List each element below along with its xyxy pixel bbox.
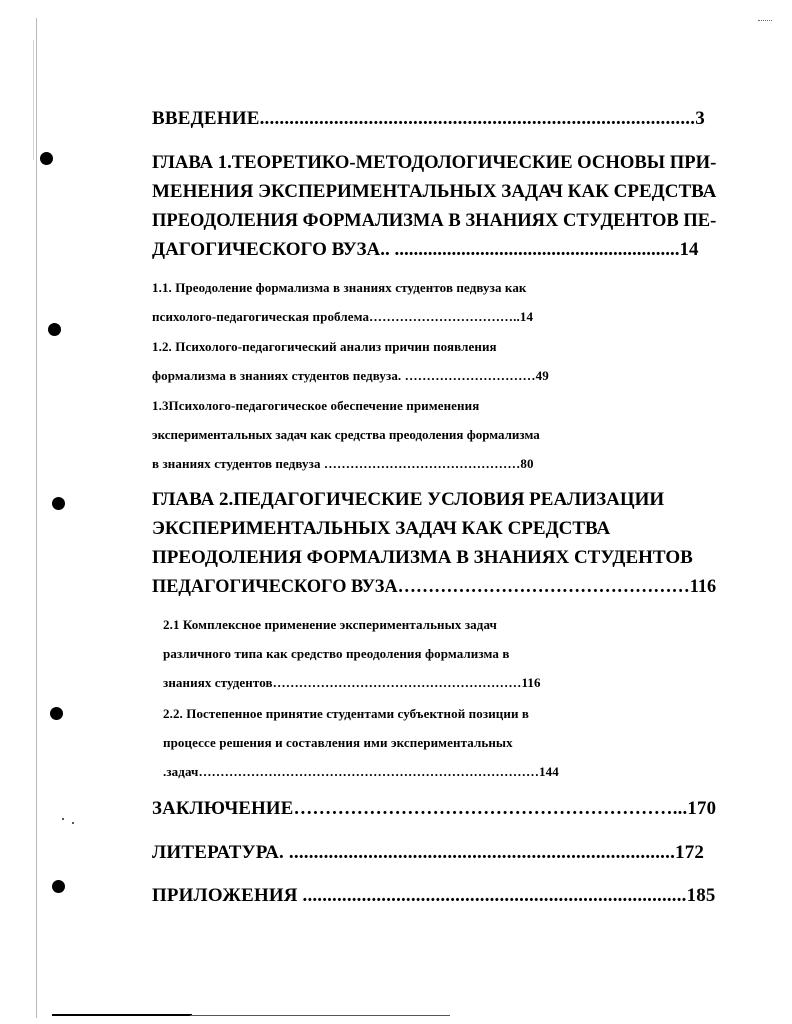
toc-introduction: ВВЕДЕНИЕ........................................................................................3 [152, 108, 705, 129]
toc-section-line: в знаниях студентов педвуза ………………………………………80 [152, 456, 534, 471]
toc-appendices: ПРИЛОЖЕНИЯ ..............................................................................185 [152, 885, 716, 906]
toc-section-line: .задач……………………………………………………………………144 [163, 764, 559, 779]
toc-section-line: 2.1 Комплексное применение экспериментальных задач [163, 617, 497, 632]
toc-section-line: 1.3Психолого-педагогическое обеспечение применения [152, 398, 480, 413]
binder-hole-dot [50, 707, 63, 720]
toc-chapter-1-line: ДАГОГИЧЕСКОГО ВУЗА.. ............................................................14 [152, 239, 699, 260]
toc-section-line: различного типа как средство преодоления формализма в [163, 646, 510, 661]
toc-chapter-1-line: ГЛАВА 1.ТЕОРЕТИКО-МЕТОДОЛОГИЧЕСКИЕ ОСНОВЫ ПРИ- [152, 152, 717, 173]
binder-hole-dot [52, 880, 65, 893]
toc-section-line: психолого-педагогическая проблема……………………………..14 [152, 309, 534, 324]
scan-margin-line [36, 18, 37, 1018]
toc-chapter-1-line: МЕНЕНИЯ ЭКСПЕРИМЕНТАЛЬНЫХ ЗАДАЧ КАК СРЕДСТВА [152, 181, 717, 202]
toc-section-line: экспериментальных задач как средства преодоления формализма [152, 427, 540, 442]
scan-speck [72, 822, 74, 824]
toc-section-line: 2.2. Постепенное принятие студентами субъектной позиции в [163, 706, 530, 721]
scan-speck [62, 818, 64, 820]
binder-hole-dot [40, 152, 53, 165]
toc-chapter-2-line: ПЕДАГОГИЧЕСКОГО ВУЗА…………………………………………116 [152, 576, 717, 597]
toc-section-line: 1.2. Психолого-педагогический анализ причин появления [152, 339, 497, 354]
binder-hole-dot [48, 323, 61, 336]
scan-bottom-rule [190, 1015, 450, 1016]
toc-literature: ЛИТЕРАТУРА. ..............................................................................172 [152, 842, 705, 863]
toc-section-line: 1.1. Преодоление формализма в знаниях студентов педвуза как [152, 280, 527, 295]
toc-chapter-2-line: ГЛАВА 2.ПЕДАГОГИЧЕСКИЕ УСЛОВИЯ РЕАЛИЗАЦИИ [152, 489, 665, 510]
scan-bottom-rule [52, 1014, 192, 1016]
binder-hole-dot [52, 497, 65, 510]
toc-conclusion: ЗАКЛЮЧЕНИЕ……………………………………………………...170 [152, 798, 717, 819]
toc-section-line: знаниях студентов…………………………………………………116 [163, 675, 541, 690]
scan-margin-line [33, 40, 34, 160]
toc-chapter-2-line: ЭКСПЕРИМЕНТАЛЬНЫХ ЗАДАЧ КАК СРЕДСТВА [152, 518, 611, 539]
toc-chapter-2-line: ПРЕОДОЛЕНИЯ ФОРМАЛИЗМА В ЗНАНИЯХ СТУДЕНТОВ [152, 547, 693, 568]
toc-section-line: формализма в знаниях студентов педвуза. …………………………49 [152, 368, 549, 383]
scan-corner-mark [758, 20, 772, 22]
toc-chapter-1-line: ПРЕОДОЛЕНИЯ ФОРМАЛИЗМА В ЗНАНИЯХ СТУДЕНТОВ ПЕ- [152, 210, 717, 231]
toc-section-line: процессе решения и составления ими экспериментальных [163, 735, 513, 750]
